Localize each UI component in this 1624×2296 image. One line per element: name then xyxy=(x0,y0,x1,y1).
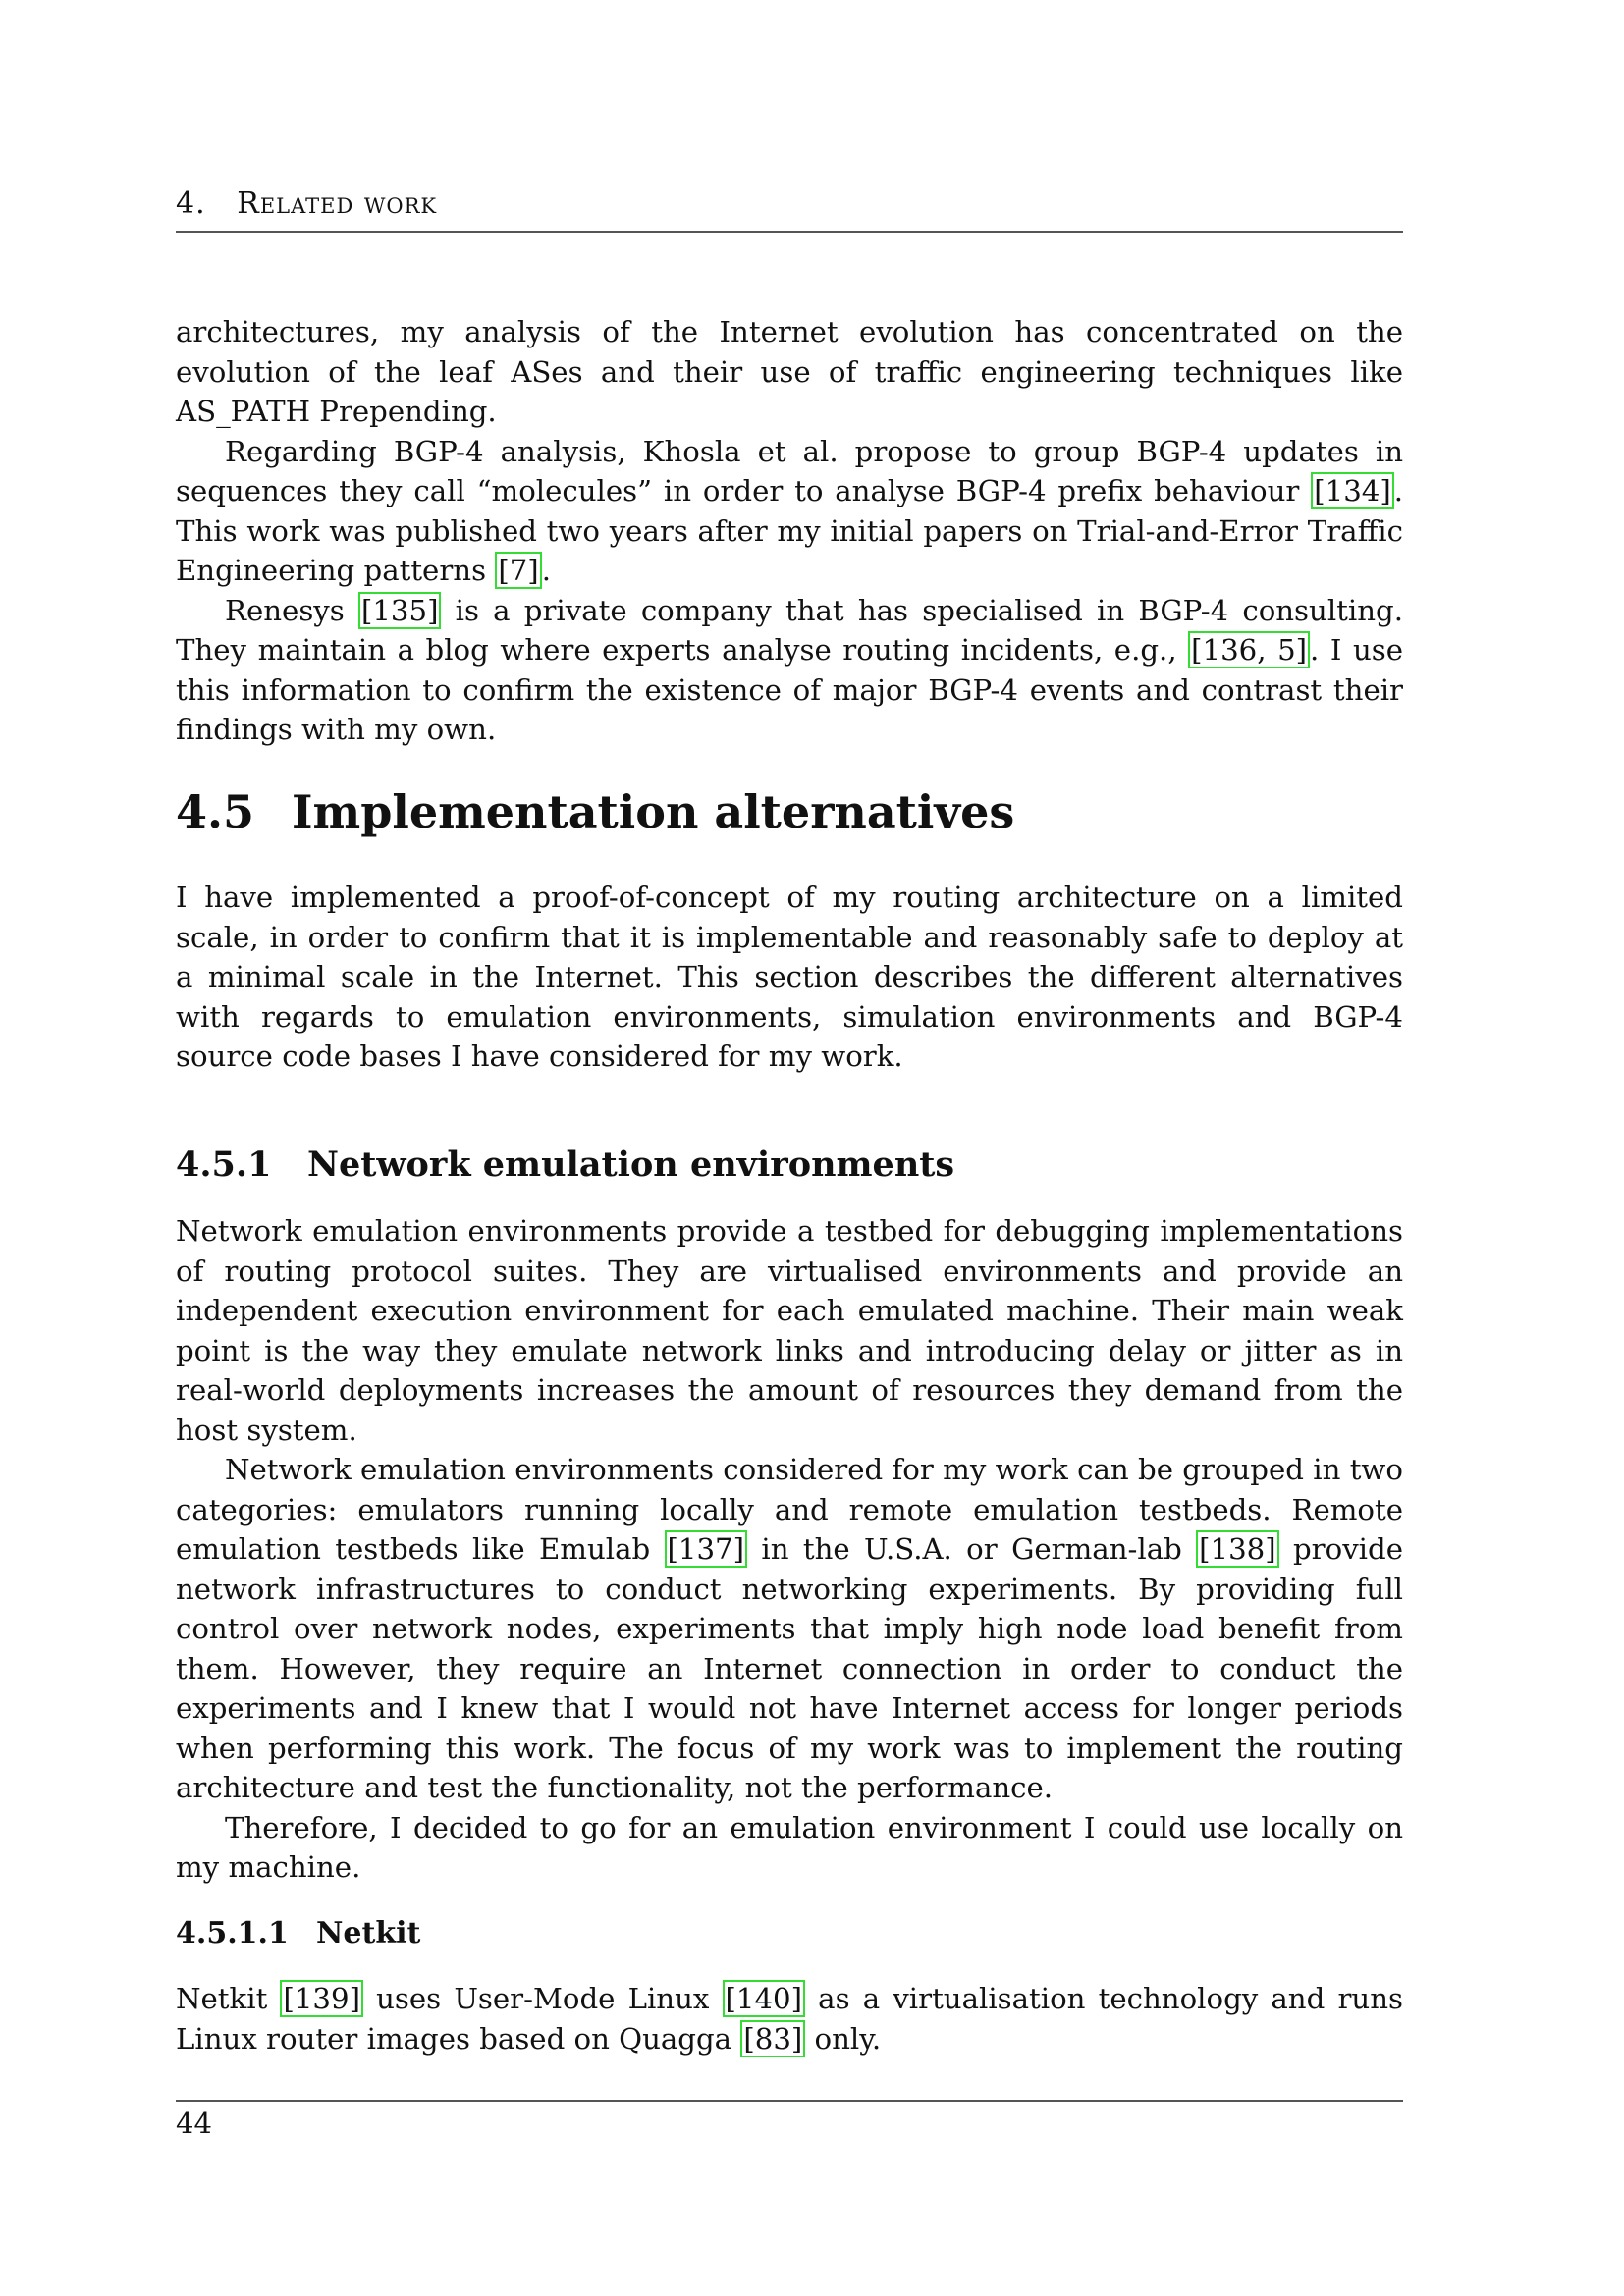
citation-link[interactable]: [137] xyxy=(665,1530,747,1568)
intro-text xyxy=(176,312,1403,750)
subsection-title: Network emulation environments xyxy=(307,1145,955,1185)
chapter-number: 4. xyxy=(176,187,206,221)
section-text xyxy=(176,878,1403,1077)
section-number: 4.5 xyxy=(176,785,255,838)
subsubsection-heading xyxy=(176,1916,420,1950)
subsubsection-text xyxy=(176,1979,1403,2058)
citation-link[interactable]: [138] xyxy=(1196,1530,1278,1568)
paragraph: Therefore, I decided to go for an emulation environment I could use locally on my machine. xyxy=(176,1810,1403,1884)
paragraph: Network emulation environments provide a testbed for debugging implementations of routing protocol suites. They are virtualised environments and provide an independent execution environment for each emulated machine. Their main weak point is the way they emulate network links and introducing delay or jitter as in real-world deployments increases the amount of resources they demand from the host system. xyxy=(176,1214,1403,1447)
citation-link[interactable]: [140] xyxy=(723,1980,805,2017)
paragraph: Renesys [135] is a private company that has specialised in BGP-4 consulting. They maintain a blog where experts analyse routing incidents, e.g., [136, 5] . I use this information to confirm the existence of major BGP-4 events and contrast their findings with my own. xyxy=(176,593,1403,746)
paragraph: I have implemented a proof-of-concept of my routing architecture on a limited scale, in order to confirm that it is implementable and reasonably safe to deploy at a minimal scale in the Internet. This section describes the different alternatives with regards to emulation environments, simulation environments and BGP-4 source code bases I have considered for my work. xyxy=(176,881,1403,1073)
subsection-heading xyxy=(176,1145,954,1185)
header-rule xyxy=(176,231,1403,233)
citation-link[interactable]: [139] xyxy=(280,1980,362,2017)
citation-link[interactable]: [136, 5] xyxy=(1188,631,1310,668)
chapter-title: Related work xyxy=(237,187,438,221)
section-title: Implementation alternatives xyxy=(292,785,1015,838)
citation-link[interactable]: [7] xyxy=(495,552,541,589)
citation-link[interactable]: [83] xyxy=(740,2020,805,2057)
citation-link[interactable]: [134] xyxy=(1311,472,1393,509)
citation-link[interactable]: [135] xyxy=(358,592,441,629)
paragraph: Netkit [139] uses User-Mode Linux [140] as a virtualisation technology and runs Linux router images based on Quagga [83] only. xyxy=(176,1982,1403,2056)
paragraph: Regarding BGP-4 analysis, Khosla et al. propose to group BGP-4 updates in sequences they call “molecules” in order to analyse BGP-4 prefix behaviour [134] . This work was published two years after my initial papers on Trial-and-Error Traffic Engineering patterns [7] . xyxy=(176,434,1403,587)
subsection-text xyxy=(176,1211,1403,1888)
running-head xyxy=(176,187,1403,221)
paragraph: Network emulation environments considered for my work can be grouped in two categories: emulators running locally and remote emulation testbeds. Remote emulation testbeds like Emulab [137] in the U.S.A. or German-lab [138] provide network infrastructures to conduct networking experiments. By providing full control over network nodes, experiments that imply high node load benefit from them. However, they require an Internet connection in order to conduct the experiments and I knew that I would not have Internet access for longer periods when performing this work. The focus of my work was to implement the routing architecture and test the functionality, not the performance. xyxy=(176,1453,1403,1804)
subsection-number: 4.5.1 xyxy=(176,1145,272,1185)
subsubsection-number: 4.5.1.1 xyxy=(176,1916,289,1950)
subsubsection-title: Netkit xyxy=(316,1916,421,1950)
section-heading xyxy=(176,785,1014,838)
page-number: 44 xyxy=(176,2107,212,2140)
paragraph: architectures, my analysis of the Internet evolution has concentrated on the evolution of the leaf ASes and their use of traffic engineering techniques like AS_PATH Prepending. xyxy=(176,315,1403,428)
footer-rule xyxy=(176,2100,1403,2102)
